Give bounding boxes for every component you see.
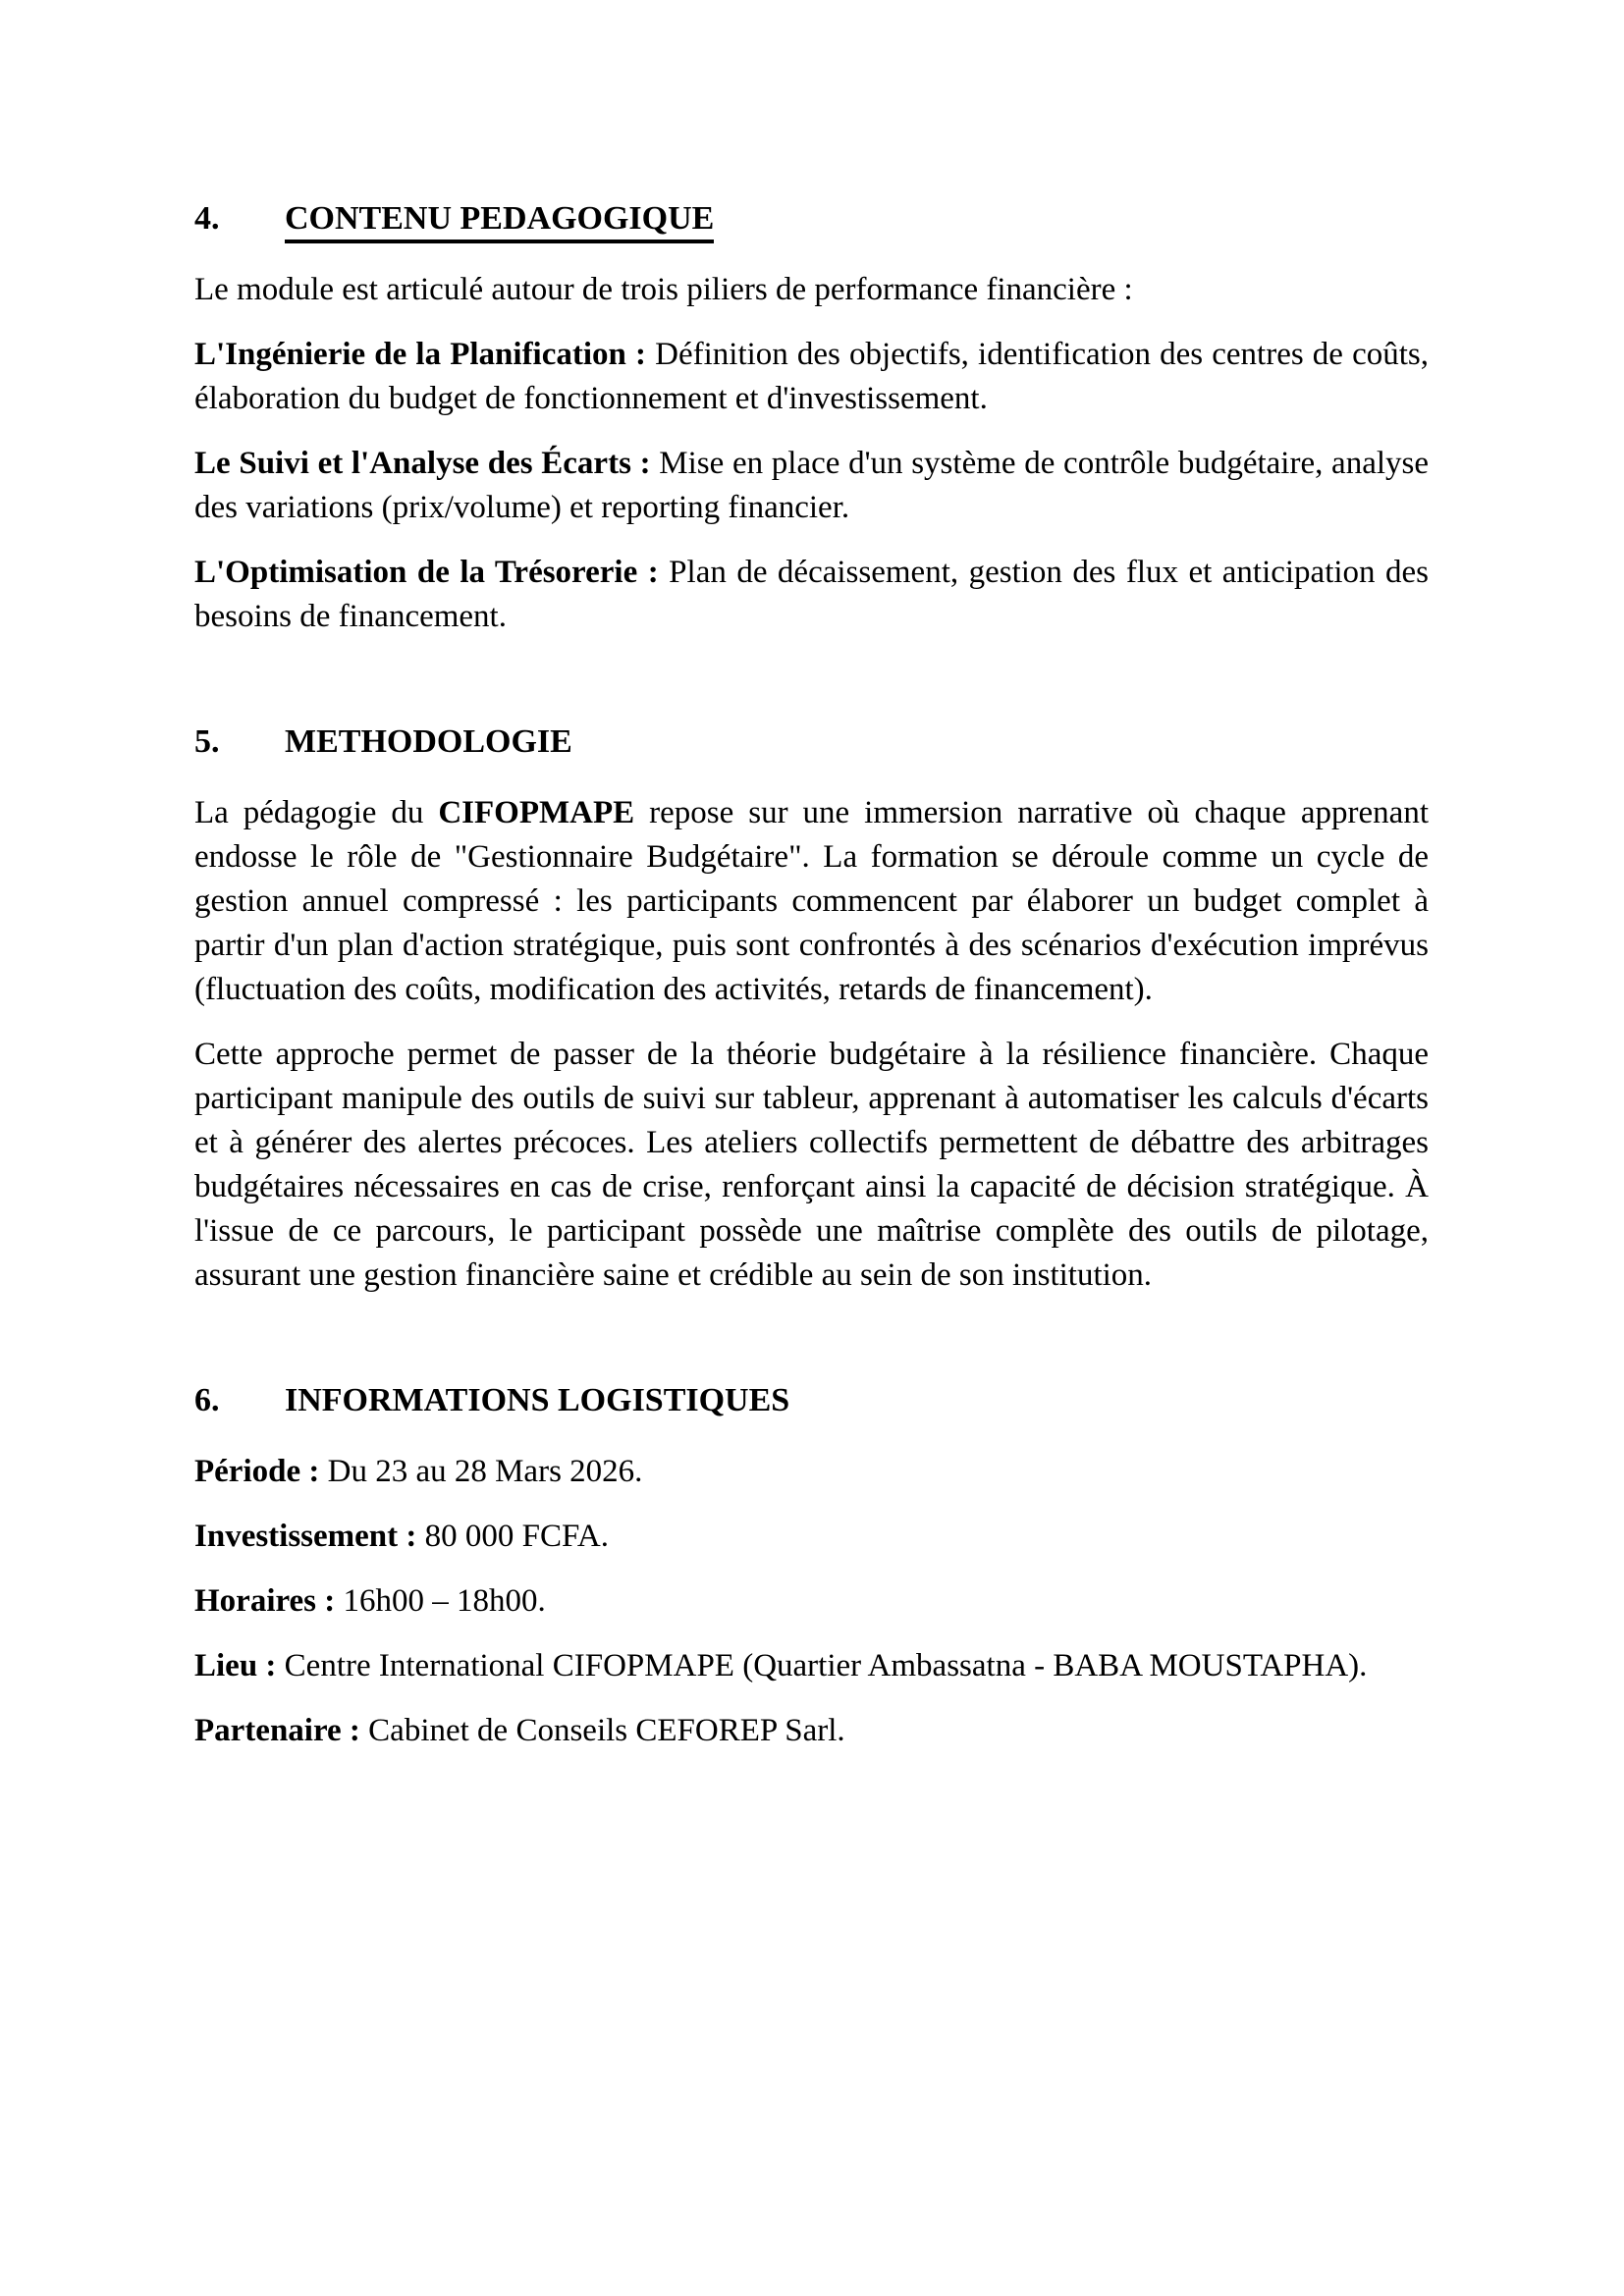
methodology-paragraph-2: Cette approche permet de passer de la théorie budgétaire à la résilience financière. Chaque participant manipule des outils de suivi sur tableur, apprenant à automatiser les calculs d'écarts et à générer des alertes précoces. Les ateliers collectifs permettent de débattre des arbitrages budgétaires nécessaires en cas de crise, renforçant ainsi la capacité de décision stratégique. À l'issue de ce parcours, le participant possède une maîtrise complète des outils de pilotage, assurant une gestion financière saine et crédible au sein de son institution. bbox=[194, 1037, 1429, 1293]
detail-value: Cabinet de Conseils CEFOREP Sarl. bbox=[368, 1713, 845, 1748]
heading-number: 5. bbox=[194, 723, 220, 760]
detail-label: Horaires : bbox=[194, 1583, 336, 1619]
section-contenu-pedagogique bbox=[194, 196, 1429, 639]
detail-value: 80 000 FCFA. bbox=[424, 1519, 610, 1554]
detail-value: 16h00 – 18h00. bbox=[343, 1583, 546, 1619]
intro-paragraph: Le module est articulé autour de trois piliers de performance financière : bbox=[194, 272, 1133, 307]
methodology-paragraph-1 bbox=[194, 791, 1429, 1012]
heading-title: METHODOLOGIE bbox=[285, 723, 572, 760]
heading-number: 4. bbox=[194, 200, 220, 237]
pillar-item-planification bbox=[194, 333, 1429, 421]
logistics-item-lieu bbox=[194, 1644, 1429, 1688]
pillar-lead: L'Optimisation de la Trésorerie : bbox=[194, 555, 659, 590]
org-name: CIFOPMAPE bbox=[438, 795, 635, 830]
paragraph-text: repose sur une immersion narrative où chaque apprenant endosse le rôle de "Gestionnaire Budgétaire". La formation se déroule comme un cycle de gestion annuel compressé : les participants commencent par élaborer un budget complet à partir d'un plan d'action stratégique, puis sont confrontés à des scénarios d'exécution imprévus (fluctuation des coûts, modification des activités, retards de financement). bbox=[194, 795, 1429, 1007]
pillar-text: Définition des objectifs, identification des centres de coûts, élaboration du budget de fonctionnement et d'investissement. bbox=[194, 337, 1429, 416]
section-informations-logistiques bbox=[194, 1378, 1429, 1753]
detail-label: Investissement : bbox=[194, 1519, 417, 1554]
heading-informations-logistiques bbox=[194, 1378, 1429, 1422]
logistics-item-partenaire bbox=[194, 1709, 1429, 1753]
logistics-item-horaires bbox=[194, 1579, 1429, 1624]
pillar-lead: L'Ingénierie de la Planification : bbox=[194, 337, 646, 372]
paragraph-text: La pédagogie du bbox=[194, 795, 439, 830]
logistics-item-investissement bbox=[194, 1515, 1429, 1559]
logistics-item-periode bbox=[194, 1450, 1429, 1494]
detail-value: Du 23 au 28 Mars 2026. bbox=[327, 1454, 643, 1489]
pillar-item-suivi-ecarts bbox=[194, 442, 1429, 530]
heading-title: INFORMATIONS LOGISTIQUES bbox=[285, 1382, 790, 1418]
detail-label: Partenaire : bbox=[194, 1713, 360, 1748]
detail-label: Lieu : bbox=[194, 1648, 277, 1683]
heading-contenu-pedagogique bbox=[194, 196, 1429, 240]
detail-label: Période : bbox=[194, 1454, 320, 1489]
pillar-text: Mise en place d'un système de contrôle budgétaire, analyse des variations (prix/volume) et reporting financier. bbox=[194, 446, 1430, 525]
heading-number: 6. bbox=[194, 1382, 220, 1418]
heading-methodologie bbox=[194, 720, 1429, 764]
pillar-lead: Le Suivi et l'Analyse des Écarts : bbox=[194, 446, 651, 481]
pillar-item-tresorerie bbox=[194, 551, 1429, 639]
pillar-text: Plan de décaissement, gestion des flux et anticipation des besoins de financement. bbox=[194, 555, 1430, 634]
heading-title: CONTENU PEDAGOGIQUE bbox=[285, 200, 714, 243]
detail-value: Centre International CIFOPMAPE (Quartier Ambassatna - BABA MOUSTAPHA). bbox=[284, 1648, 1368, 1683]
section-methodologie bbox=[194, 720, 1429, 1298]
